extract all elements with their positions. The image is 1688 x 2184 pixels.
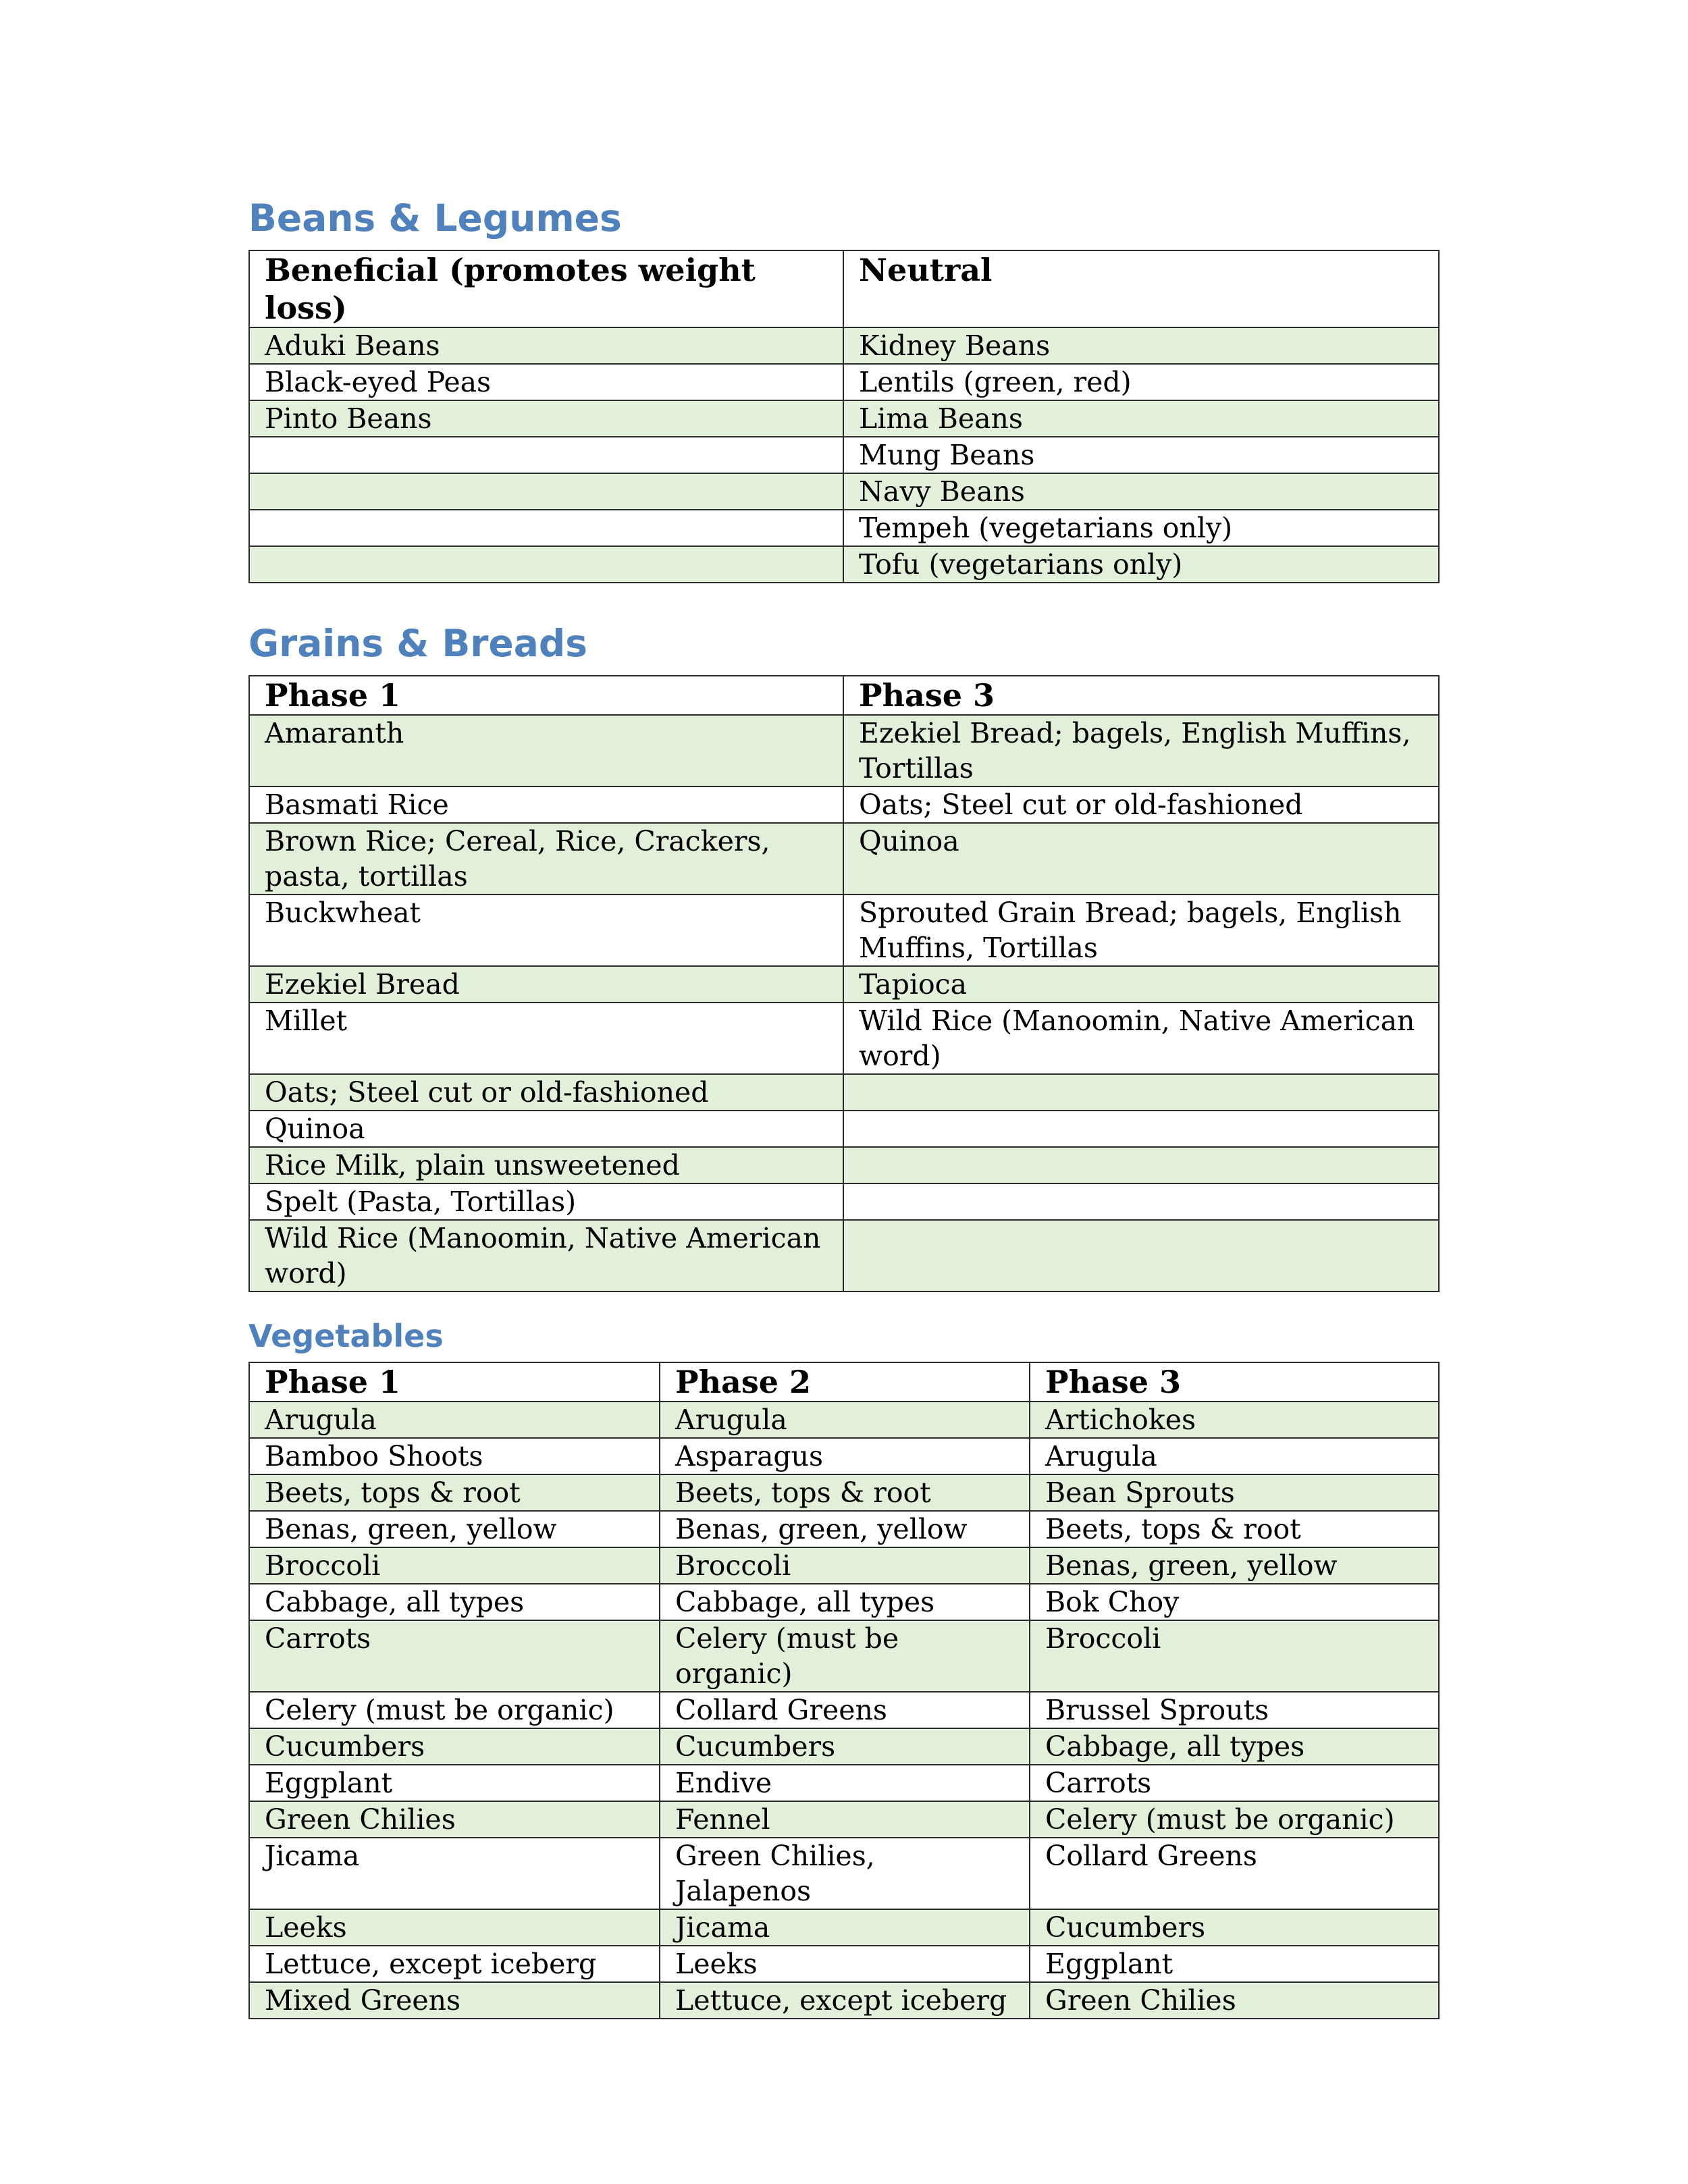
table-cell: Sprouted Grain Bread; bagels, English Muffins, Tortillas [843, 895, 1439, 966]
table-cell: Cabbage, all types [1030, 1728, 1439, 1765]
table-row [249, 1511, 1439, 1547]
table-row [249, 1147, 1439, 1183]
table-cell: Millet [249, 1003, 843, 1074]
table-cell [843, 1183, 1439, 1220]
table-cell: Tofu (vegetarians only) [843, 546, 1439, 583]
table-cell: Spelt (Pasta, Tortillas) [249, 1183, 843, 1220]
table-row [249, 1946, 1439, 1982]
column-header: Phase 3 [843, 676, 1439, 715]
table-cell: Pinto Beans [249, 400, 843, 437]
column-header: Phase 3 [1030, 1362, 1439, 1402]
table-cell: Tapioca [843, 966, 1439, 1003]
table-row [249, 510, 1439, 546]
table-row [249, 895, 1439, 966]
table-cell: Fennel [660, 1801, 1030, 1838]
table-cell: Carrots [249, 1620, 660, 1692]
table-cell: Cucumbers [249, 1728, 660, 1765]
table-cell: Green Chilies [249, 1801, 660, 1838]
table-row [249, 327, 1439, 364]
table-cell: Cucumbers [660, 1728, 1030, 1765]
table-row [249, 1074, 1439, 1111]
table-cell: Jicama [249, 1838, 660, 1909]
table-cell: Kidney Beans [843, 327, 1439, 364]
table-cell: Cabbage, all types [249, 1584, 660, 1620]
table-cell: Lettuce, except iceberg [249, 1946, 660, 1982]
column-header: Beneficial (promotes weight loss) [249, 250, 843, 327]
table-cell: Beets, tops & root [660, 1474, 1030, 1511]
table-cell: Arugula [660, 1402, 1030, 1438]
table-cell [249, 473, 843, 510]
table-cell: Brown Rice; Cereal, Rice, Crackers, pasta, tortillas [249, 823, 843, 895]
table-cell [843, 1111, 1439, 1147]
table-cell: Bok Choy [1030, 1584, 1439, 1620]
table-row [249, 1183, 1439, 1220]
table-row [249, 1474, 1439, 1511]
table-row [249, 364, 1439, 400]
table-row [249, 546, 1439, 583]
table-cell: Mung Beans [843, 437, 1439, 473]
table-cell: Quinoa [249, 1111, 843, 1147]
column-header: Phase 1 [249, 1362, 660, 1402]
table-row [249, 1620, 1439, 1692]
table-row [249, 1838, 1439, 1909]
table-cell: Oats; Steel cut or old-fashioned [249, 1074, 843, 1111]
table-cell: Endive [660, 1765, 1030, 1801]
table-cell: Artichokes [1030, 1402, 1439, 1438]
table-cell: Benas, green, yellow [249, 1511, 660, 1547]
table-row [249, 715, 1439, 787]
table-row [249, 1728, 1439, 1765]
table-cell: Celery (must be organic) [249, 1692, 660, 1728]
table-cell: Eggplant [249, 1765, 660, 1801]
table-cell [249, 510, 843, 546]
table-row [249, 1909, 1439, 1946]
vegetables-table [248, 1362, 1440, 2019]
table-cell: Brussel Sprouts [1030, 1692, 1439, 1728]
table-cell: Bamboo Shoots [249, 1438, 660, 1474]
grains-table-body [249, 715, 1439, 1291]
table-cell: Aduki Beans [249, 327, 843, 364]
column-header: Phase 2 [660, 1362, 1030, 1402]
table-cell: Mixed Greens [249, 1982, 660, 2019]
table-cell: Collard Greens [1030, 1838, 1439, 1909]
table-cell: Basmati Rice [249, 787, 843, 823]
table-cell: Asparagus [660, 1438, 1030, 1474]
vegetables-heading: Vegetables [248, 1318, 444, 1354]
table-row [249, 1584, 1439, 1620]
table-row [249, 1982, 1439, 2019]
grains-heading: Grains & Breads [248, 622, 587, 665]
table-cell [843, 1147, 1439, 1183]
table-cell: Tempeh (vegetarians only) [843, 510, 1439, 546]
table-cell: Rice Milk, plain unsweetened [249, 1147, 843, 1183]
table-header-row [249, 676, 1439, 715]
table-cell: Leeks [249, 1909, 660, 1946]
table-row [249, 1220, 1439, 1291]
table-cell: Arugula [249, 1402, 660, 1438]
table-row [249, 823, 1439, 895]
table-cell: Broccoli [1030, 1620, 1439, 1692]
column-header: Phase 1 [249, 676, 843, 715]
beans-table-body [249, 327, 1439, 583]
table-cell: Carrots [1030, 1765, 1439, 1801]
table-row [249, 1547, 1439, 1584]
table-cell: Leeks [660, 1946, 1030, 1982]
table-row [249, 437, 1439, 473]
table-row [249, 1765, 1439, 1801]
table-cell: Broccoli [249, 1547, 660, 1584]
table-cell: Oats; Steel cut or old-fashioned [843, 787, 1439, 823]
table-cell: Beets, tops & root [1030, 1511, 1439, 1547]
table-cell: Benas, green, yellow [1030, 1547, 1439, 1584]
table-row [249, 1801, 1439, 1838]
table-cell: Collard Greens [660, 1692, 1030, 1728]
table-row [249, 473, 1439, 510]
table-cell: Jicama [660, 1909, 1030, 1946]
beans-heading: Beans & Legumes [248, 196, 622, 240]
table-cell: Lima Beans [843, 400, 1439, 437]
table-cell: Wild Rice (Manoomin, Native American word) [249, 1220, 843, 1291]
table-cell: Lettuce, except iceberg [660, 1982, 1030, 2019]
table-cell: Bean Sprouts [1030, 1474, 1439, 1511]
table-row [249, 1402, 1439, 1438]
beans-table [248, 250, 1440, 583]
table-cell [249, 546, 843, 583]
table-cell: Buckwheat [249, 895, 843, 966]
table-row [249, 400, 1439, 437]
table-cell: Green Chilies [1030, 1982, 1439, 2019]
table-cell: Cabbage, all types [660, 1584, 1030, 1620]
table-cell: Celery (must be organic) [1030, 1801, 1439, 1838]
table-cell: Green Chilies, Jalapenos [660, 1838, 1030, 1909]
table-row [249, 787, 1439, 823]
document-page [248, 196, 1438, 2019]
table-row [249, 1003, 1439, 1074]
table-cell: Cucumbers [1030, 1909, 1439, 1946]
table-row [249, 966, 1439, 1003]
table-cell: Broccoli [660, 1547, 1030, 1584]
table-cell: Celery (must be organic) [660, 1620, 1030, 1692]
table-cell: Black-eyed Peas [249, 364, 843, 400]
table-row [249, 1692, 1439, 1728]
table-header-row [249, 250, 1439, 327]
table-row [249, 1111, 1439, 1147]
table-cell: Lentils (green, red) [843, 364, 1439, 400]
table-cell [843, 1074, 1439, 1111]
table-cell [843, 1220, 1439, 1291]
table-header-row [249, 1362, 1439, 1402]
table-row [249, 1438, 1439, 1474]
table-cell [249, 437, 843, 473]
table-cell: Quinoa [843, 823, 1439, 895]
grains-table [248, 675, 1440, 1292]
table-cell: Arugula [1030, 1438, 1439, 1474]
table-cell: Eggplant [1030, 1946, 1439, 1982]
table-cell: Wild Rice (Manoomin, Native American word) [843, 1003, 1439, 1074]
table-cell: Ezekiel Bread [249, 966, 843, 1003]
table-cell: Benas, green, yellow [660, 1511, 1030, 1547]
table-cell: Ezekiel Bread; bagels, English Muffins, Tortillas [843, 715, 1439, 787]
table-cell: Navy Beans [843, 473, 1439, 510]
table-cell: Amaranth [249, 715, 843, 787]
vegetables-table-body [249, 1402, 1439, 2019]
column-header: Neutral [843, 250, 1439, 327]
table-cell: Beets, tops & root [249, 1474, 660, 1511]
